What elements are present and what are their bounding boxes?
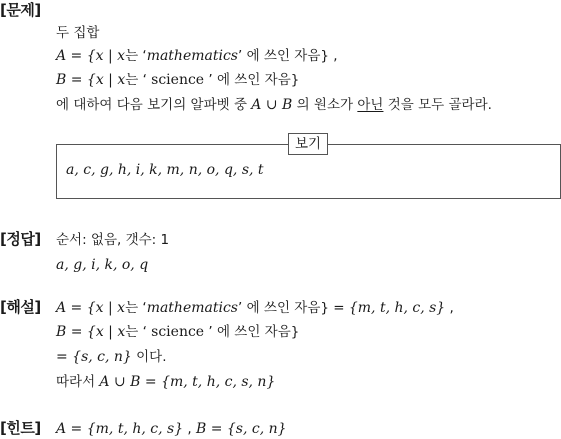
question-part1: 에 대하여 다음 보기의 알파벳 중 [56,97,252,113]
exp2-after: ’ 에 쓰인 자음} [204,324,300,340]
answer-label: [정답] [0,230,41,248]
question-part3: 것을 모두 골라라. [383,97,492,113]
question-math: A ∪ B [251,97,293,113]
bogi-items: a, c, g, h, i, k, m, n, o, q, s, t [66,162,264,178]
exp1-lhs: A = {x | x [56,300,126,316]
exp1-suffix: 는 ‘ [125,300,147,316]
explanation-line2 [56,322,299,342]
exp4-prefix: 따라서 [56,374,100,390]
exp1-after: ’ 에 쓰인 자음} = [238,300,349,316]
explanation-line3 [56,347,167,367]
hint-label: [힌트] [0,419,41,437]
hint-a: A = {m, t, h, c, s} [56,421,184,437]
answer-values-text: a, g, i, k, o, q [56,257,149,273]
answer-order-text: 순서: 없음, 갯수: 1 [56,232,170,248]
set-b-after: ’ 에 쓰인 자음} [204,72,300,88]
bogi-title: 보기 [288,133,328,155]
exp1-word: mathematics [146,300,238,316]
intro-text: 두 집합 [56,25,100,41]
question-underlined: 아닌 [357,97,384,113]
answer-order-line [56,230,169,250]
problem-question [56,95,492,115]
explanation-label: [해설] [0,298,41,316]
explanation-line4 [56,372,275,392]
hint-b: B = {s, c, n} [195,421,287,437]
bogi-box [56,136,561,199]
hint-sep: , [183,421,196,437]
set-a-suffix: 는 ‘ [125,48,147,64]
exp2-lhs: B = {x | x [56,324,126,340]
set-a-after: ’ 에 쓰인 자음} , [238,48,338,64]
set-b-definition [56,70,299,90]
set-a-definition [56,46,338,66]
question-part2: 의 원소가 [292,97,358,113]
set-a-lhs: A = {x | x [56,48,126,64]
exp2-word: science [151,324,205,340]
exp3-tail: 이다. [131,349,167,365]
exp2-suffix: 는 ‘ [125,324,152,340]
set-a-word: mathematics [146,48,238,64]
hint-line [56,419,287,439]
exp3-set: = {s, c, n} [56,349,132,365]
problem-intro [56,23,99,43]
exp1-set: {m, t, h, c, s} [348,300,446,316]
explanation-line1 [56,298,454,318]
exp1-tail: , [445,300,454,316]
set-b-word: science [151,72,205,88]
set-b-lhs: B = {x | x [56,72,126,88]
exp4-math: A ∪ B = {m, t, h, c, s, n} [99,374,276,390]
answer-values [56,255,148,275]
problem-label: [문제] [0,1,41,19]
set-b-suffix: 는 ‘ [125,72,152,88]
